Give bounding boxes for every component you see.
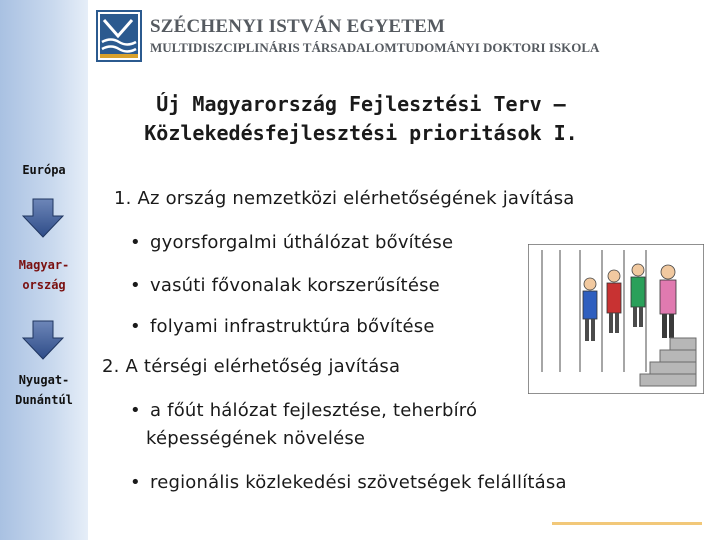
bullet-icon: •	[130, 275, 141, 296]
bullet-icon: •	[130, 316, 141, 337]
bullet-item	[130, 275, 440, 296]
bullet-text: gyorsforgalmi úthálózat bővítése	[150, 232, 454, 253]
institution-name: SZÉCHENYI ISTVÁN EGYETEM	[150, 16, 446, 37]
bullet-text: regionális közlekedési szövetségek felállítása	[150, 472, 567, 493]
bullet-icon: •	[130, 472, 141, 493]
title-line-2: Közlekedésfejlesztési prioritások I.	[144, 121, 578, 145]
down-arrow-icon	[22, 320, 64, 360]
sidebar-level-europe: Európa	[22, 163, 66, 177]
people-on-steps-illustration	[528, 244, 704, 394]
title-line-1: Új Magyarország Fejlesztési Terv –	[156, 92, 566, 116]
priority-item-2: 2. A térségi elérhetőség javítása	[102, 356, 401, 377]
bullet-continuation: képességének növelése	[146, 428, 366, 449]
sidebar-level-western-transdanubia	[0, 370, 88, 410]
sidebar-level-hungary-line1: Magyar-	[18, 258, 70, 272]
sidebar-level-hungary-line2: ország	[22, 278, 66, 292]
bullet-icon: •	[130, 400, 141, 421]
bullet-item	[130, 400, 477, 421]
bullet-icon: •	[130, 232, 141, 253]
priority-item-1: 1. Az ország nemzetközi elérhetőségének javítása	[114, 188, 575, 209]
bullet-item	[130, 316, 435, 337]
sidebar-level-hungary	[0, 255, 88, 295]
institution-school: MULTIDISZCIPLINÁRIS TÁRSADALOMTUDOMÁNYI DOKTORI ISKOLA	[150, 40, 600, 55]
bullet-text: a főút hálózat fejlesztése, teherbíró	[150, 400, 478, 421]
bullet-item	[130, 232, 453, 253]
down-arrow-icon	[22, 198, 64, 238]
bullet-item	[130, 472, 567, 493]
bullet-text: vasúti fővonalak korszerűsítése	[150, 275, 440, 296]
bullet-text: folyami infrastruktúra bővítése	[150, 316, 435, 337]
slide-title	[96, 90, 626, 148]
university-logo-icon	[96, 10, 142, 62]
sidebar-level-wt-line1: Nyugat-	[18, 373, 70, 387]
sidebar-level-wt-line2: Dunántúl	[15, 393, 73, 407]
accent-divider	[552, 522, 702, 525]
